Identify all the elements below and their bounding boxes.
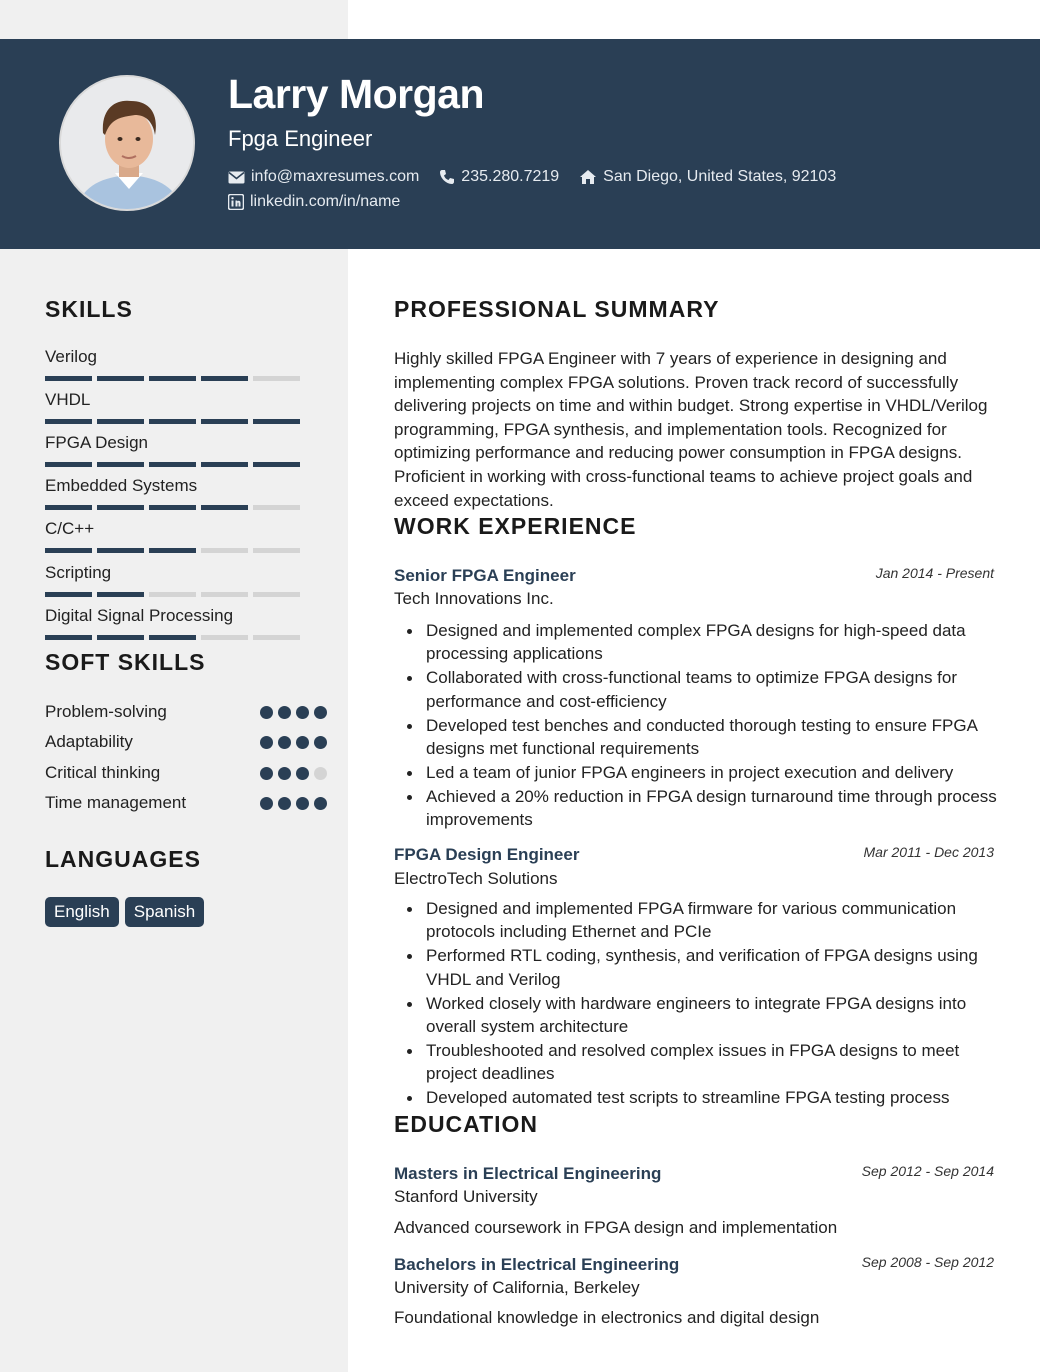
rating-dot <box>260 706 273 719</box>
rating-dot <box>278 706 291 719</box>
skill-label: VHDL <box>45 390 91 409</box>
resume-header <box>0 39 1040 249</box>
soft-skill-rating <box>260 797 327 810</box>
phone-icon <box>439 169 455 185</box>
skill-level-segment <box>149 419 196 424</box>
skill-item <box>45 476 305 510</box>
language-list <box>45 897 204 927</box>
rating-dot <box>260 767 273 780</box>
contact-row-2 <box>228 193 420 211</box>
job-title: Fpga Engineer <box>228 126 373 151</box>
bullet-item: Performed RTL coding, synthesis, and verification of FPGA designs using VHDL and Verilog <box>426 944 1001 991</box>
soft-skill-label: Adaptability <box>45 732 133 751</box>
skill-level-segment <box>253 419 300 424</box>
skill-level-segment <box>201 462 248 467</box>
skill-bar <box>45 462 305 467</box>
email-contact[interactable] <box>228 168 419 186</box>
skill-level-segment <box>201 376 248 381</box>
skill-label: Digital Signal Processing <box>45 606 234 625</box>
school-name: Stanford University <box>394 1187 538 1206</box>
skill-level-segment <box>97 592 144 597</box>
school-name: University of California, Berkeley <box>394 1278 640 1297</box>
bullet-item: Troubleshooted and resolved complex issues in FPGA designs to meet project deadlines <box>426 1039 1001 1086</box>
skill-level-segment <box>149 635 196 640</box>
skill-level-segment <box>149 548 196 553</box>
job-title-entry: FPGA Design Engineer <box>394 845 580 864</box>
skill-item <box>45 563 305 597</box>
skill-level-segment <box>45 376 92 381</box>
rating-dot <box>278 736 291 749</box>
job-bullets <box>426 619 1001 832</box>
education-heading: EDUCATION <box>394 1111 539 1137</box>
rating-dot <box>296 767 309 780</box>
rating-dot <box>314 767 327 780</box>
skill-level-segment <box>201 505 248 510</box>
email-text: info@maxresumes.com <box>251 168 420 185</box>
degree-title: Masters in Electrical Engineering <box>394 1164 662 1183</box>
rating-dot <box>278 767 291 780</box>
skill-level-segment <box>97 462 144 467</box>
skill-level-segment <box>201 592 248 597</box>
soft-skill-rating <box>260 736 327 749</box>
soft-skill-label: Time management <box>45 793 187 812</box>
linkedin-text: linkedin.com/in/name <box>250 193 401 210</box>
job-bullets <box>426 897 1001 1110</box>
rating-dot <box>314 797 327 810</box>
bullet-item: Collaborated with cross-functional teams to optimize FPGA designs for performance and cost-efficiency <box>426 666 1001 713</box>
rating-dot <box>296 736 309 749</box>
rating-dot <box>314 736 327 749</box>
skill-bar <box>45 592 305 597</box>
bullet-item: Achieved a 20% reduction in FPGA design turnaround time through process improvements <box>426 785 1001 832</box>
contact-row <box>228 168 856 186</box>
skill-level-segment <box>45 505 92 510</box>
skills-heading: SKILLS <box>45 296 133 322</box>
skill-level-segment <box>149 376 196 381</box>
company-name: Tech Innovations Inc. <box>394 589 554 608</box>
skill-level-segment <box>45 635 92 640</box>
company-name: ElectroTech Solutions <box>394 869 558 888</box>
skill-item <box>45 519 305 553</box>
skill-level-segment <box>253 505 300 510</box>
skill-level-segment <box>253 635 300 640</box>
bullet-item: Designed and implemented FPGA firmware for various communication protocols including Ethernet and PCIe <box>426 897 1001 944</box>
phone-text: 235.280.7219 <box>461 168 560 185</box>
skill-label: FPGA Design <box>45 433 148 452</box>
skill-level-segment <box>149 592 196 597</box>
job-title-entry: Senior FPGA Engineer <box>394 566 576 585</box>
skill-level-segment <box>149 505 196 510</box>
job-dates: Jan 2014 - Present <box>875 565 994 581</box>
skill-label: Verilog <box>45 347 97 366</box>
bullet-item: Led a team of junior FPGA engineers in project execution and delivery <box>426 761 1001 784</box>
skill-label: Scripting <box>45 563 112 582</box>
education-description: Advanced coursework in FPGA design and implementation <box>394 1218 838 1237</box>
experience-heading: WORK EXPERIENCE <box>394 513 637 539</box>
skill-level-segment <box>253 548 300 553</box>
skill-item <box>45 347 305 381</box>
skill-item <box>45 606 305 640</box>
skill-bar <box>45 376 305 381</box>
bullet-item: Developed automated test scripts to streamline FPGA testing process <box>426 1086 1001 1109</box>
soft-skill-rating <box>260 706 327 719</box>
rating-dot <box>260 797 273 810</box>
home-icon <box>579 169 597 185</box>
language-pill: English <box>45 897 119 927</box>
skill-level-segment <box>201 419 248 424</box>
skill-level-segment <box>97 419 144 424</box>
skill-label: Embedded Systems <box>45 476 198 495</box>
education-dates: Sep 2008 - Sep 2012 <box>861 1254 994 1270</box>
location-contact <box>579 168 836 186</box>
bullet-item: Developed test benches and conducted thorough testing to ensure FPGA designs met functional requirements <box>426 714 1001 761</box>
skill-level-segment <box>253 592 300 597</box>
skill-level-segment <box>97 635 144 640</box>
rating-dot <box>260 736 273 749</box>
skill-level-segment <box>201 548 248 553</box>
skill-level-segment <box>45 592 92 597</box>
rating-dot <box>296 797 309 810</box>
skill-bar <box>45 635 305 640</box>
skill-level-segment <box>97 548 144 553</box>
languages-heading: LANGUAGES <box>45 846 201 872</box>
skill-level-segment <box>201 635 248 640</box>
rating-dot <box>278 797 291 810</box>
phone-contact[interactable] <box>439 168 559 186</box>
education-dates: Sep 2012 - Sep 2014 <box>861 1163 994 1179</box>
soft-skill-rating <box>260 767 327 780</box>
soft-skill-label: Problem-solving <box>45 702 167 721</box>
skill-level-segment <box>45 419 92 424</box>
profile-photo-icon <box>61 77 195 211</box>
skill-level-segment <box>149 462 196 467</box>
job-dates: Mar 2011 - Dec 2013 <box>863 844 994 860</box>
rating-dot <box>296 706 309 719</box>
language-pill: Spanish <box>125 897 204 927</box>
linkedin-icon <box>228 194 244 210</box>
bullet-item: Designed and implemented complex FPGA designs for high-speed data processing applications <box>426 619 1001 666</box>
envelope-icon <box>228 171 245 184</box>
rating-dot <box>314 706 327 719</box>
candidate-name: Larry Morgan <box>228 71 484 117</box>
degree-title: Bachelors in Electrical Engineering <box>394 1255 680 1274</box>
skill-item <box>45 433 305 467</box>
skill-level-segment <box>45 548 92 553</box>
soft-skill-label: Critical thinking <box>45 763 161 782</box>
summary-heading: PROFESSIONAL SUMMARY <box>394 296 720 322</box>
skill-level-segment <box>97 376 144 381</box>
linkedin-contact[interactable] <box>228 193 400 211</box>
education-description: Foundational knowledge in electronics and digital design <box>394 1308 820 1327</box>
skill-level-segment <box>45 462 92 467</box>
skill-label: C/C++ <box>45 519 95 538</box>
avatar <box>59 75 195 211</box>
skill-level-segment <box>253 462 300 467</box>
bullet-item: Worked closely with hardware engineers to integrate FPGA designs into overall system architecture <box>426 992 1001 1039</box>
skill-bar <box>45 419 305 424</box>
skill-item <box>45 390 305 424</box>
soft-skills-heading: SOFT SKILLS <box>45 649 206 675</box>
skill-bar <box>45 505 305 510</box>
location-text: San Diego, United States, 92103 <box>603 168 837 185</box>
skill-level-segment <box>97 505 144 510</box>
summary-text: Highly skilled FPGA Engineer with 7 years of experience in designing and implementing complex FPGA solutions. Proven track record of successfully delivering projects on time and within budget. Strong expertise in VHDL/Verilog programming, FPGA synthesis, and implementation tools. Recognized for optimizing performance and reducing power consumption in FPGA designs. Proficient in working with cross-functional teams to achieve project goals and exceed expectations. <box>394 349 988 510</box>
skill-level-segment <box>253 376 300 381</box>
skill-bar <box>45 548 305 553</box>
